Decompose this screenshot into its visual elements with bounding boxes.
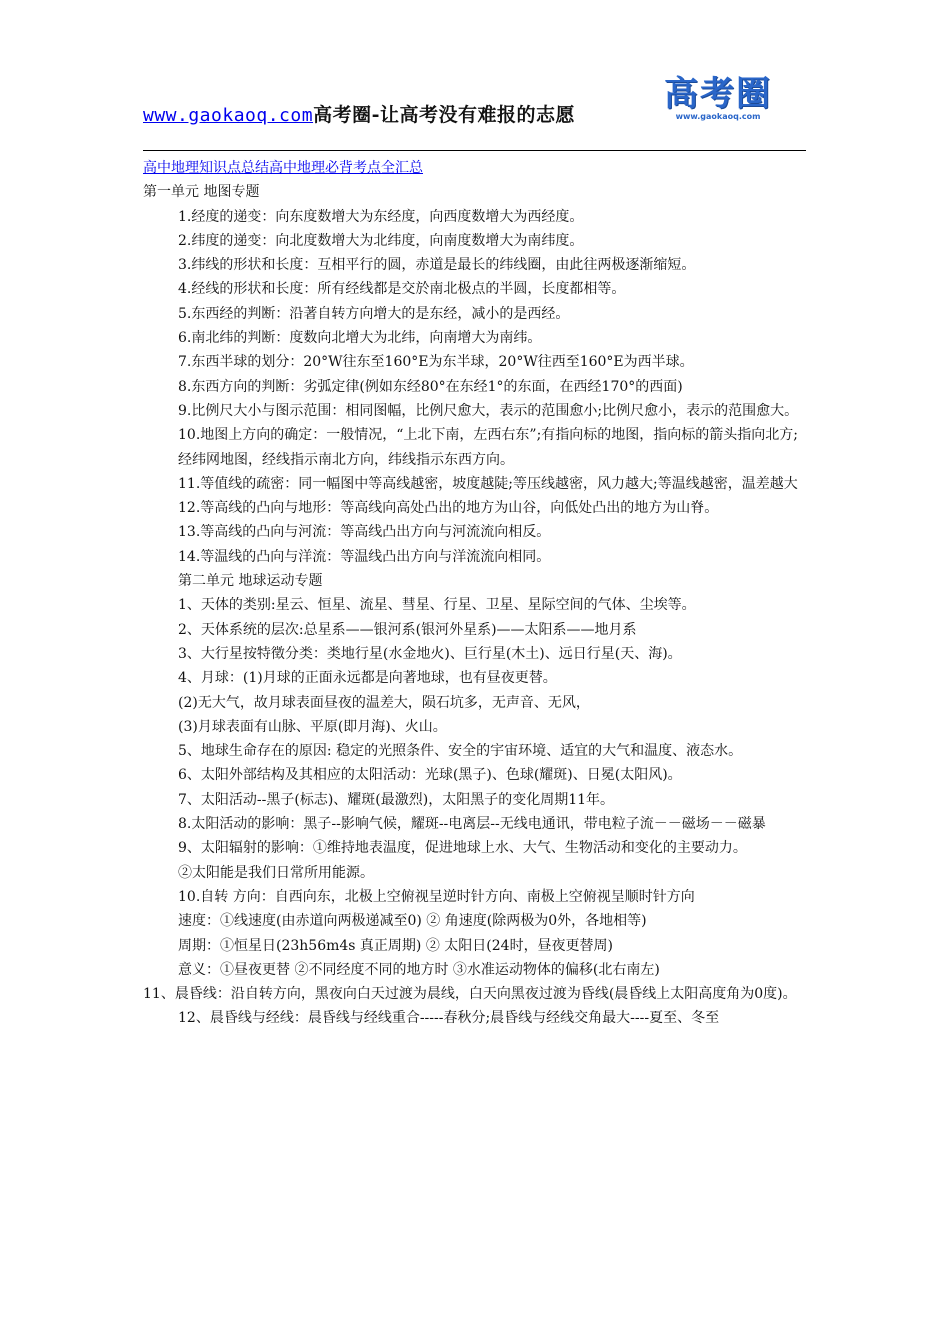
document-line: 12.等高线的凸向与地形：等高线向高处凸出的地方为山谷，向低处凸出的地方为山脊。 [178,500,719,517]
document-line: 6.南北纬的判断：度数向北增大为北纬，向南增大为南纬。 [178,330,542,347]
document-line: 14.等温线的凸向与洋流：等温线凸出方向与洋流流向相同。 [178,548,551,565]
document-line: 第二单元 地球运动专题 [178,573,323,590]
document-line: 1、天体的类别:星云、恒星、流星、彗星、行星、卫星、星际空间的气体、尘埃等。 [178,597,696,614]
document-line: 5、地球生命存在的原因: 稳定的光照条件、安全的宇宙环境、适宜的大气和温度、液态水。 [178,743,743,760]
site-link[interactable]: www.gaokaoq.com [143,105,314,126]
document-line: 5.东西经的判断：沿著自转方向增大的是东经，减小的是西经。 [178,305,570,322]
document-line: 13.等高线的凸向与河流：等高线凸出方向与河流流向相反。 [178,524,551,541]
document-line: 8.太阳活动的影响：黑子--影响气候，耀斑--电离层--无线电通讯，带电粒子流－－磁场－－磁暴 [178,816,766,833]
document-line: (3)月球表面有山脉、平原(即月海)、火山。 [178,718,447,735]
document-line: 周期：①恒星日(23h56m4s 真正周期) ② 太阳日(24时，昼夜更替周) [178,937,614,954]
site-logo [658,76,778,126]
document-line: 11.等值线的疏密：同一幅图中等高线越密，坡度越陡;等压线越密，风力越大;等温线越密，温差越大 [178,475,798,492]
logo-url: www.gaokaoq.com [675,112,761,121]
document-line: 7.东西半球的划分：20°W往东至160°E为东半球，20°W往西至160°E为西半球。 [178,354,694,371]
document-line: 第一单元 地图专题 [143,184,260,201]
document-line: 11、晨昏线：沿自转方向，黑夜向白天过渡为晨线，白天向黑夜过渡为昏线(晨昏线上太阳高度角为0度)。 [143,986,797,1003]
document-line: 速度：①线速度(由赤道向两极递减至0) ② 角速度(除两极为0外，各地相等) [178,913,647,930]
document-lines [143,180,815,1030]
document-line: 4、月球：(1)月球的正面永远都是向著地球，也有昼夜更替。 [178,670,557,687]
document-line: 2、天体系统的层次:总星系——银河系(银河外星系)——太阳系——地月系 [178,621,637,638]
document-line: 1.经度的递变：向东度数增大为东经度，向西度数增大为西经度。 [178,208,584,225]
document-line: 10.自转 方向：自西向东，北极上空俯视呈逆时针方向、南极上空俯视呈顺时针方向 [178,888,695,905]
document-line: 经纬网地图，经线指示南北方向，纬线指示东西方向。 [178,451,514,468]
document-title-line [143,156,815,180]
document-line: 9、太阳辐射的影响：①维持地表温度，促进地球上水、大气、生物活动和变化的主要动力。 [178,840,747,857]
document-line: 3、大行星按特徵分类：类地行星(水金地火)、巨行星(木土)、远日行星(天、海)。 [178,645,682,662]
document-line: 8.东西方向的判断：劣弧定律(例如东经80°在东经1°的东面，在西经170°的西面) [178,378,683,395]
document-body [143,156,815,1031]
document-title-link[interactable]: 高中地理知识点总结高中地理必背考点全汇总 [143,160,423,176]
document-line: 2.纬度的递变：向北度数增大为北纬度，向南度数增大为南纬度。 [178,232,584,249]
site-slogan: 高考圈-让高考没有难报的志愿 [313,104,575,126]
page-header [143,70,806,152]
document-line: 7、太阳活动--黑子(标志)、耀斑(最激烈)，太阳黑子的变化周期11年。 [178,791,615,808]
document-line: 3.纬线的形状和长度：互相平行的圆，赤道是最长的纬线圈，由此往两极逐渐缩短。 [178,257,696,274]
document-line: 9.比例尺大小与图示范围：相同图幅，比例尺愈大，表示的范围愈小;比例尺愈小，表示的范围愈大。 [178,402,799,419]
header-line [143,100,575,127]
document-line: (2)无大气，故月球表面昼夜的温差大，陨石坑多，无声音、无风， [178,694,590,711]
header-divider [143,150,806,151]
logo-mark: 高考圈 [664,74,772,114]
document-line: 10.地图上方向的确定：一般情况，“上北下南，左西右东”;有指向标的地图，指向标的箭头指向北方; [178,427,799,444]
document-line: 4.经线的形状和长度：所有经线都是交於南北极点的半圆，长度都相等。 [178,281,626,298]
document-line: 6、太阳外部结构及其相应的太阳活动：光球(黑子)、色球(耀斑)、日冕(太阳风)。 [178,767,682,784]
document-line: 意义：①昼夜更替 ②不同经度不同的地方时 ③水准运动物体的偏移(北右南左) [178,961,660,978]
document-line: ②太阳能是我们日常所用能源。 [178,864,374,881]
document-line: 12、晨昏线与经线：晨昏线与经线重合-----春秋分;晨昏线与经线交角最大----夏至、冬至 [178,1010,720,1027]
